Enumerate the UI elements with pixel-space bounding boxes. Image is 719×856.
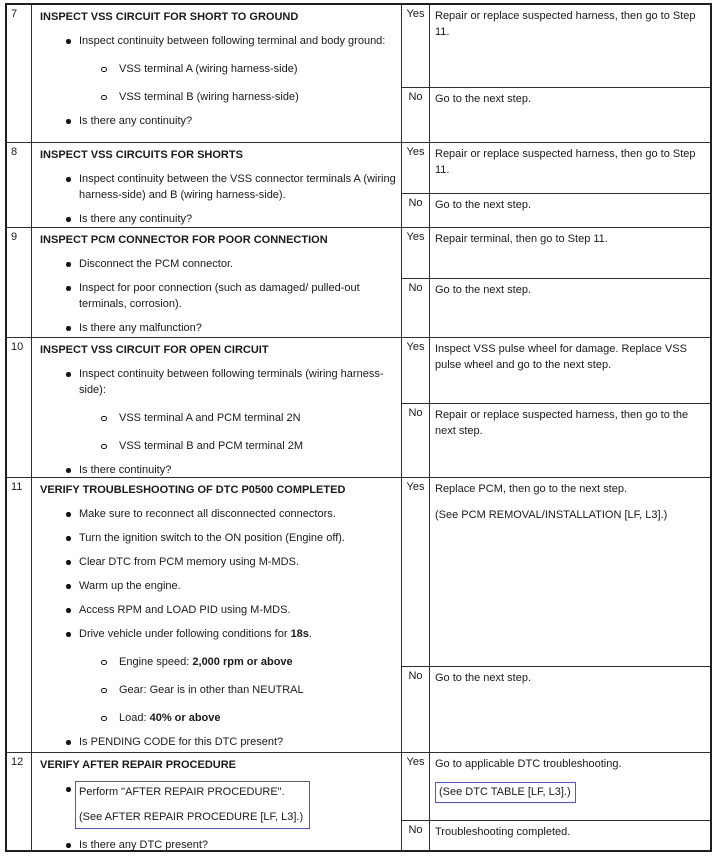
yes-action	[430, 143, 710, 193]
sub-bullet-item	[40, 61, 397, 77]
yes-label: Yes	[402, 143, 430, 193]
bullet-item	[40, 171, 397, 203]
no-label: No	[402, 821, 430, 850]
no-action	[430, 194, 710, 227]
action-line: Repair terminal, then go to Step 11.	[435, 233, 608, 245]
item-text	[119, 656, 293, 668]
table-row	[7, 478, 710, 753]
step-number: 9	[7, 228, 32, 337]
step-number: 12	[7, 753, 32, 850]
item-text	[79, 464, 171, 476]
step-description	[32, 338, 402, 477]
decision-area	[402, 5, 710, 142]
bullet-item	[40, 530, 397, 546]
action-line: Replace PCM, then go to the next step.	[435, 483, 628, 495]
circle-bullet-icon	[101, 444, 107, 450]
bullet-icon	[66, 262, 71, 267]
text-run: Is there any continuity?	[79, 213, 193, 225]
step-number: 7	[7, 5, 32, 142]
item-text	[119, 63, 298, 75]
step-number: 11	[7, 478, 32, 752]
bullet-icon	[66, 740, 71, 745]
text-run: Gear: Gear is in other than NEUTRAL	[119, 684, 304, 696]
action-line: Inspect VSS pulse wheel for damage. Replace VSS pulse wheel and go to the next step.	[435, 343, 687, 371]
step-title: INSPECT VSS CIRCUIT FOR SHORT TO GROUND	[40, 11, 299, 23]
step-title: INSPECT VSS CIRCUITS FOR SHORTS	[40, 149, 243, 161]
step-title: VERIFY AFTER REPAIR PROCEDURE	[40, 759, 236, 771]
text-run: Is there any malfunction?	[79, 322, 202, 334]
bullet-item	[40, 256, 397, 272]
text-run: Is PENDING CODE for this DTC present?	[79, 736, 284, 748]
bullet-item	[40, 626, 397, 642]
yes-row	[402, 478, 710, 667]
sub-bullet-item	[40, 410, 397, 426]
no-label: No	[402, 279, 430, 337]
action-line: Repair or replace suspected harness, then go to Step 11.	[435, 10, 696, 38]
bullet-item	[40, 462, 397, 477]
circle-bullet-icon	[101, 67, 107, 73]
bullet-icon	[66, 584, 71, 589]
bullet-item	[40, 366, 397, 398]
action-line: Repair or replace suspected harness, then go to the next step.	[435, 409, 689, 437]
item-text	[79, 213, 192, 225]
bullet-item	[40, 602, 397, 618]
step-description	[32, 143, 402, 227]
action-line: Go to the next step.	[435, 284, 532, 296]
action-line	[435, 782, 708, 803]
table-row	[7, 753, 710, 850]
no-row	[402, 821, 710, 850]
text-run: Turn the ignition switch to the ON position (Engine off).	[79, 532, 345, 544]
yes-action	[430, 228, 710, 278]
after-repair-procedure-link[interactable]	[75, 781, 310, 829]
step-description	[32, 753, 402, 850]
yes-action	[430, 478, 710, 666]
item-text	[79, 736, 283, 748]
bullet-item	[40, 211, 397, 227]
yes-label: Yes	[402, 753, 430, 820]
circle-bullet-icon	[101, 660, 107, 666]
table-row	[7, 143, 710, 228]
no-action	[430, 821, 710, 850]
step-title: INSPECT VSS CIRCUIT FOR OPEN CIRCUIT	[40, 344, 269, 356]
table-row	[7, 228, 710, 338]
item-text	[119, 712, 221, 724]
action-line: Troubleshooting completed.	[435, 826, 571, 838]
item-text	[79, 115, 192, 127]
step-title: INSPECT PCM CONNECTOR FOR POOR CONNECTION	[40, 234, 328, 246]
step-description	[32, 5, 402, 142]
item-text	[79, 282, 360, 310]
item-text	[79, 258, 233, 270]
bullet-item	[40, 280, 397, 312]
yes-label: Yes	[402, 5, 430, 87]
table-row	[7, 5, 710, 143]
bullet-item	[40, 320, 397, 336]
bullet-icon	[66, 632, 71, 637]
circle-bullet-icon	[101, 416, 107, 422]
link-text: Perform "AFTER REPAIR PROCEDURE".	[79, 786, 285, 798]
text-run: Is there any DTC present?	[79, 839, 209, 850]
bullet-icon	[66, 217, 71, 222]
bullet-icon	[66, 512, 71, 517]
no-row	[402, 667, 710, 752]
item-text	[79, 368, 383, 396]
step-number: 8	[7, 143, 32, 227]
text-run: Warm up the engine.	[79, 580, 181, 592]
bullet-icon	[66, 177, 71, 182]
item-text	[79, 580, 181, 592]
bullet-icon	[66, 608, 71, 613]
sub-bullet-item	[40, 682, 397, 698]
text-run: 40% or above	[149, 712, 221, 724]
bullet-icon	[66, 119, 71, 124]
bullet-icon	[66, 39, 71, 44]
item-text	[79, 556, 299, 568]
item-text	[79, 322, 202, 334]
item-text	[119, 412, 301, 424]
no-row	[402, 404, 710, 477]
action-line: Go to applicable DTC troubleshooting.	[435, 758, 622, 770]
yes-action	[430, 338, 710, 403]
text-run: VSS terminal A and PCM terminal 2N	[119, 412, 301, 424]
item-text	[79, 173, 396, 201]
sub-bullet-item	[40, 438, 397, 454]
action-line: Repair or replace suspected harness, then go to Step 11.	[435, 148, 696, 176]
yes-label: Yes	[402, 478, 430, 666]
bullet-icon	[66, 286, 71, 291]
bullet-icon	[66, 468, 71, 473]
bullet-icon	[66, 560, 71, 565]
item-text	[79, 35, 385, 47]
yes-row	[402, 338, 710, 404]
item-text	[79, 508, 336, 520]
item-text	[119, 91, 299, 103]
text-run: VSS terminal A (wiring harness-side)	[119, 63, 298, 75]
bullet-item	[40, 506, 397, 522]
decision-area	[402, 228, 710, 337]
item-text	[119, 440, 303, 452]
action-line: (See PCM REMOVAL/INSTALLATION [LF, L3].)	[435, 509, 668, 521]
link-text: (See AFTER REPAIR PROCEDURE [LF, L3].)	[79, 811, 304, 823]
circle-bullet-icon	[101, 716, 107, 722]
action-line: Go to the next step.	[435, 672, 532, 684]
text-run: .	[308, 628, 312, 640]
dtc-table-link[interactable]: (See DTC TABLE [LF, L3].)	[435, 782, 576, 803]
bullet-icon	[66, 843, 71, 848]
text-run: Inspect continuity between the VSS connector terminals A (wiring harness-side) and B (wiring harness-side).	[79, 173, 396, 201]
text-run: Access RPM and LOAD PID using M-MDS.	[79, 604, 291, 616]
text-run: 2,000 rpm or above	[192, 656, 293, 668]
text-run: Clear DTC from PCM memory using M-MDS.	[79, 556, 300, 568]
bullet-item	[40, 837, 397, 850]
no-label: No	[402, 194, 430, 227]
text-run: Is there continuity?	[79, 464, 172, 476]
text-run: Is there any continuity?	[79, 115, 193, 127]
decision-area	[402, 478, 710, 752]
bullet-item	[40, 781, 397, 829]
no-label: No	[402, 667, 430, 752]
yes-label: Yes	[402, 338, 430, 403]
decision-area	[402, 753, 710, 850]
text-run: Engine speed:	[119, 656, 193, 668]
item-text	[79, 628, 312, 640]
bullet-item	[40, 33, 397, 49]
item-text	[79, 604, 291, 616]
no-action	[430, 404, 710, 477]
yes-row	[402, 228, 710, 279]
yes-action	[430, 5, 710, 87]
no-action	[430, 667, 710, 752]
text-run: Make sure to reconnect all disconnected connectors.	[79, 508, 336, 520]
text-run: Disconnect the PCM connector.	[79, 258, 234, 270]
no-action	[430, 88, 710, 142]
troubleshooting-table	[5, 3, 712, 852]
action-line: Go to the next step.	[435, 93, 532, 105]
table-row	[7, 338, 710, 478]
circle-bullet-icon	[101, 95, 107, 101]
bullet-icon	[66, 372, 71, 377]
sub-bullet-item	[40, 654, 397, 670]
no-row	[402, 279, 710, 337]
yes-row	[402, 753, 710, 821]
decision-area	[402, 338, 710, 477]
text-run: Inspect continuity between following terminals (wiring harness-side):	[79, 368, 384, 396]
bullet-item	[40, 554, 397, 570]
sub-bullet-item	[40, 710, 397, 726]
yes-action	[430, 753, 710, 820]
bullet-icon	[66, 787, 71, 792]
step-number: 10	[7, 338, 32, 477]
text-run: Inspect for poor connection (such as damaged/ pulled-out terminals, corrosion).	[79, 282, 360, 310]
text-run: VSS terminal B (wiring harness-side)	[119, 91, 299, 103]
bullet-icon	[66, 326, 71, 331]
text-run: VSS terminal B and PCM terminal 2M	[119, 440, 304, 452]
text-run: Inspect continuity between following terminal and body ground:	[79, 35, 386, 47]
bullet-item	[40, 578, 397, 594]
bullet-icon	[66, 536, 71, 541]
text-run: Load:	[119, 712, 150, 724]
no-row	[402, 194, 710, 227]
step-title: VERIFY TROUBLESHOOTING OF DTC P0500 COMPLETED	[40, 484, 346, 496]
no-label: No	[402, 404, 430, 477]
action-line: Go to the next step.	[435, 199, 532, 211]
item-text	[79, 839, 208, 850]
no-row	[402, 88, 710, 142]
step-description	[32, 478, 402, 752]
yes-label: Yes	[402, 228, 430, 278]
no-action	[430, 279, 710, 337]
decision-area	[402, 143, 710, 227]
bullet-item	[40, 113, 397, 129]
item-text	[119, 684, 304, 696]
text-run: Drive vehicle under following conditions for	[79, 628, 291, 640]
yes-row	[402, 143, 710, 194]
item-text	[79, 532, 345, 544]
bullet-item	[40, 734, 397, 750]
sub-bullet-item	[40, 89, 397, 105]
yes-row	[402, 5, 710, 88]
text-run: 18s	[290, 628, 309, 640]
circle-bullet-icon	[101, 688, 107, 694]
no-label: No	[402, 88, 430, 142]
step-description	[32, 228, 402, 337]
